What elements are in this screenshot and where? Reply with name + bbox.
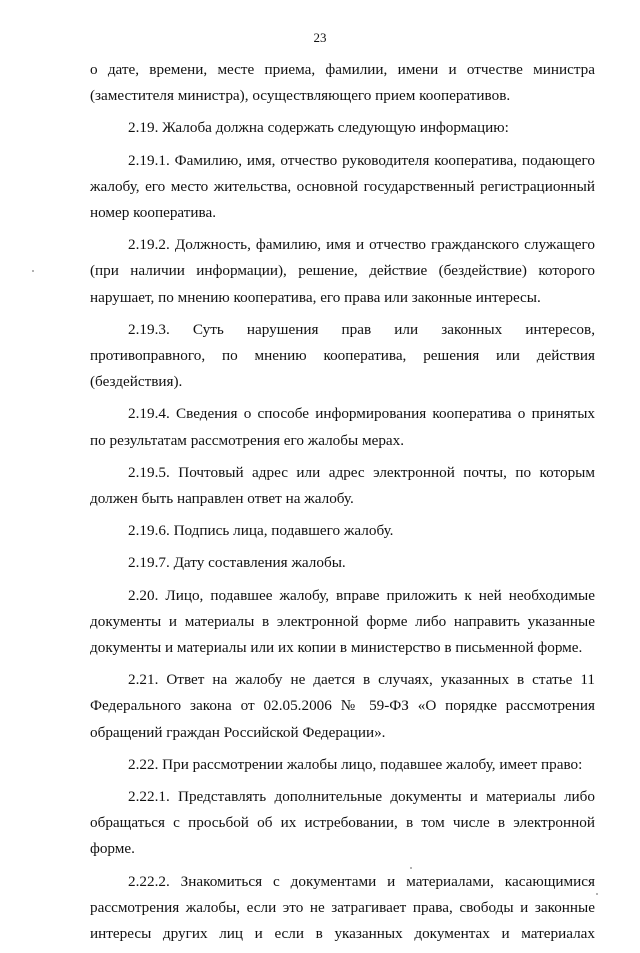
paragraph-2-19-3: 2.19.3. Суть нарушения прав или законных интересов, противоправного, по мнению кооператива, решения или действия (бездействия). [90, 320, 595, 391]
paragraph-2-20: 2.20. Лицо, подавшее жалобу, вправе приложить к ней необходимые документы и материалы в электронной форме либо направить указанные документы и материалы или их копии в министерство в письменной форме. [90, 586, 595, 657]
paragraph-2-19-2: 2.19.2. Должность, фамилию, имя и отчество гражданского служащего (при наличии информации), решение, действие (бездействие) которого нарушает, по мнению кооператива, его права или законные интересы. [90, 236, 595, 306]
paragraph-2-22-2: 2.22.2. Знакомиться с документами и материалами, касающимися рассмотрения жалобы, если это не затрагивает права, свободы и законные интересы других лиц и если в указанных документах и материалах [90, 872, 595, 943]
paragraph-2-19-4: 2.19.4. Сведения о способе информирования кооператива о принятых по результатам рассмотрения его жалобы мерах. [90, 405, 595, 449]
page-number: 23 [313, 30, 327, 45]
paragraph-2-19-6: 2.19.6. Подпись лица, подавшего жалобу. [128, 522, 394, 540]
scan-speck [596, 893, 598, 895]
scan-speck [410, 867, 412, 869]
paragraph-continuation: о дате, времени, месте приема, фамилии, имени и отчестве министра (заместителя министра), осуществляющего прием кооперативов. [90, 61, 595, 105]
paragraph-2-22: 2.22. При рассмотрении жалобы лицо, подавшее жалобу, имеет право: [128, 755, 583, 773]
paragraph-2-21: 2.21. Ответ на жалобу не дается в случаях, указанных в статье 11 Федерального закона от 02.05.2006 № 59-ФЗ «О порядке рассмотрения обращений граждан Российской Федерации». [90, 671, 595, 741]
paragraph-2-19-5: 2.19.5. Почтовый адрес или адрес электронной почты, по которым должен быть направлен ответ на жалобу. [90, 463, 595, 508]
paragraph-2-19-7: 2.19.7. Дату составления жалобы. [128, 554, 346, 572]
paragraph-2-19: 2.19. Жалоба должна содержать следующую информацию: [128, 119, 509, 137]
paragraph-2-22-1: 2.22.1. Представлять дополнительные документы и материалы либо обращаться с просьбой об их истребовании, в том числе в электронной форме. [90, 788, 595, 858]
scan-speck [32, 270, 34, 272]
document-body [90, 57, 595, 953]
paragraph-2-19-1: 2.19.1. Фамилию, имя, отчество руководителя кооператива, подающего жалобу, его место жительства, основной государственный регистрационный номер кооператива. [90, 151, 595, 222]
